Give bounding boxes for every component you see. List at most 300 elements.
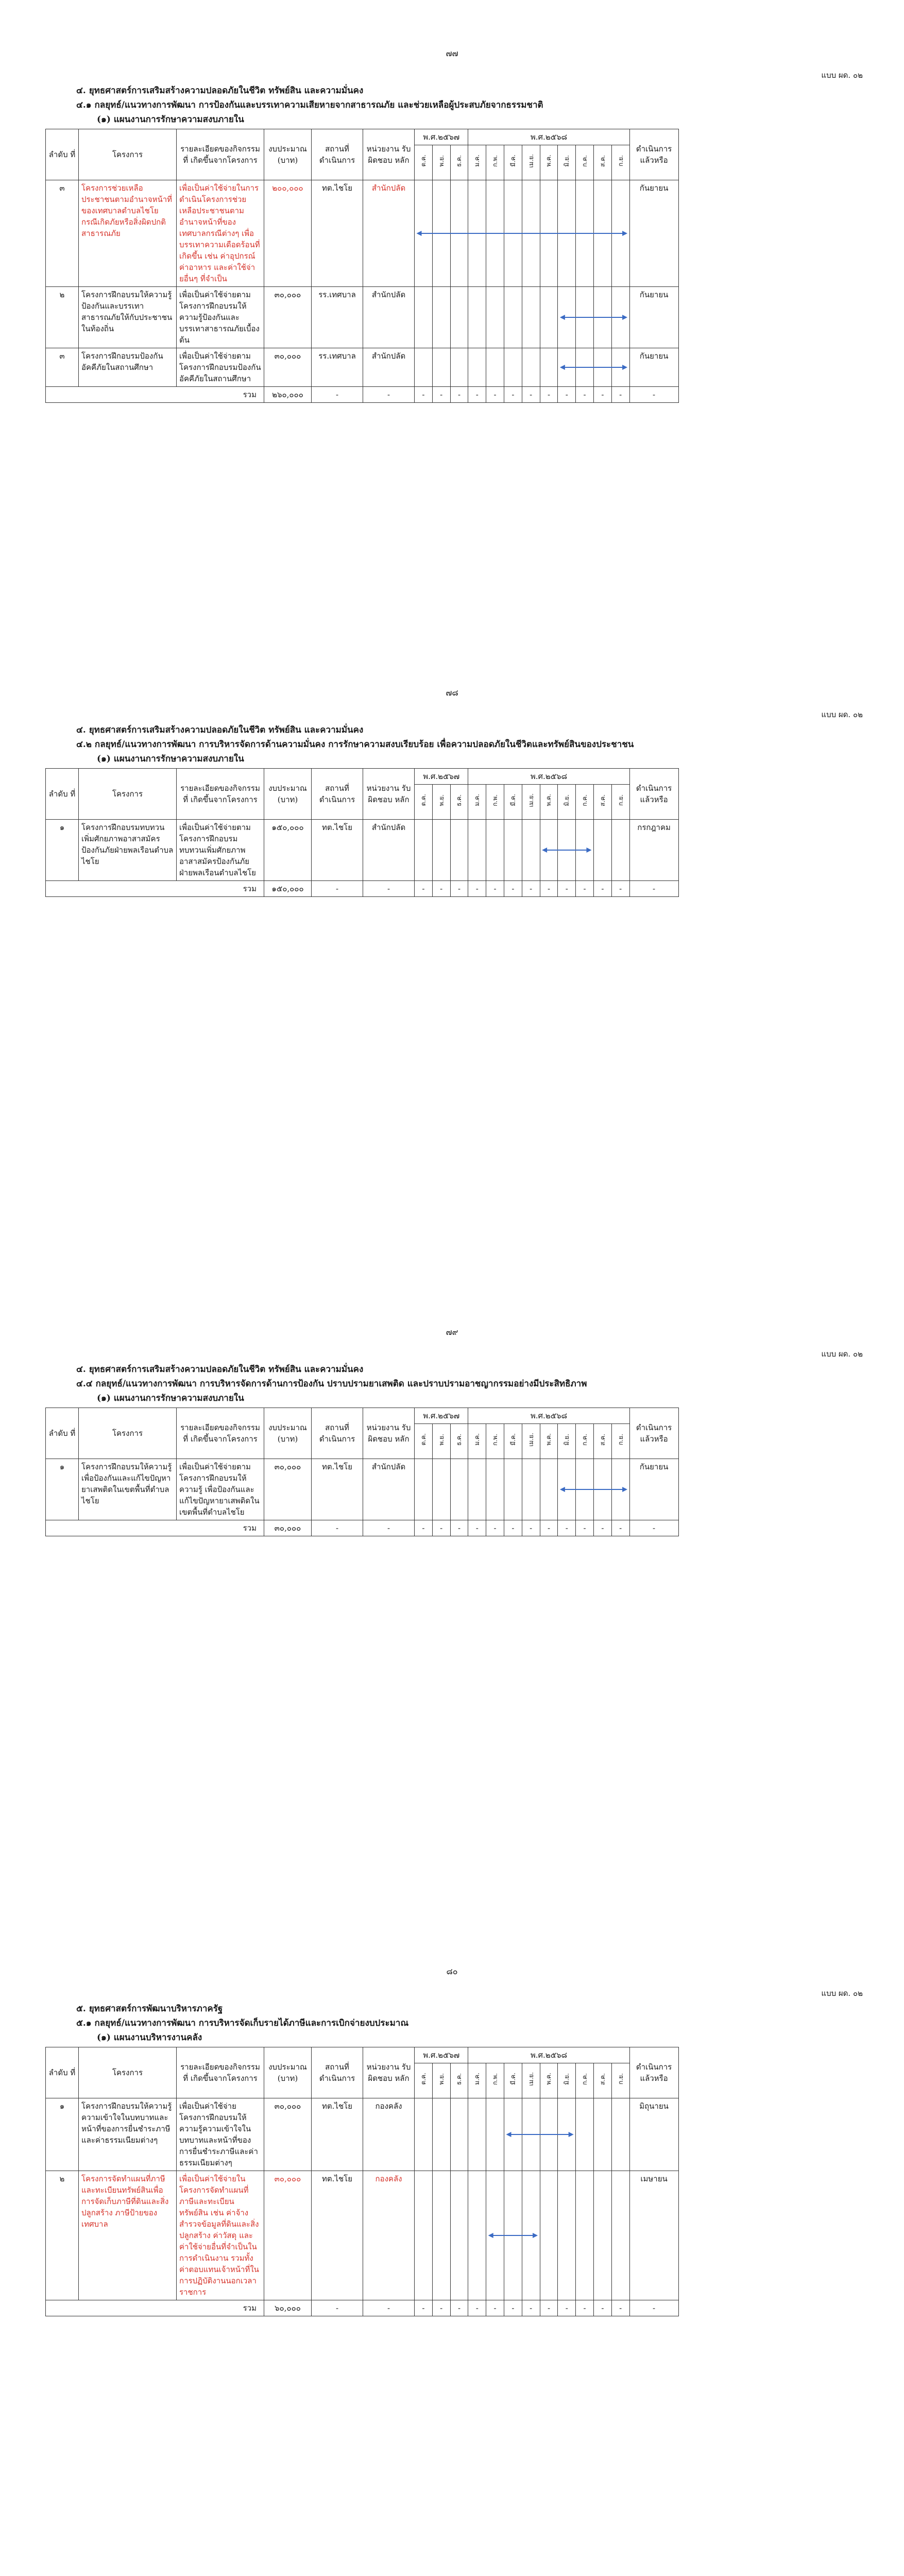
total-dash: -: [629, 881, 678, 897]
total-dash: -: [363, 2300, 415, 2316]
header-month: [611, 2063, 629, 2098]
month-cell: [468, 180, 486, 287]
total-dash: -: [558, 2300, 576, 2316]
header-budget: งบประมาณ (บาท): [264, 129, 312, 180]
row-seq: ๑: [46, 820, 79, 881]
month-label: ม.ค.: [473, 2073, 481, 2085]
month-cell: [432, 348, 450, 387]
row-details: เพื่อเป็นค่าใช้จ่ายตามโครงการฝึกอบรมป้องกันอัคคีภัยในสถานศึกษา: [177, 348, 264, 387]
header-month: [432, 145, 450, 180]
month-cell: [450, 180, 468, 287]
header-month: [415, 145, 433, 180]
section-headings: [76, 2002, 849, 2045]
month-cell: [432, 180, 450, 287]
table-row: [46, 180, 679, 287]
workplan-heading: (๑) แผนงานการรักษาความสงบภายใน: [97, 114, 244, 125]
header-month: [558, 785, 576, 820]
header-month: [522, 145, 540, 180]
form-code: แบบ ผด. ๐๒: [821, 1349, 863, 1359]
total-dash: -: [540, 1520, 558, 1536]
subplan-heading: ๔.๔ กลยุทธ์/แนวทางการพัฒนา การบริหารจัดการด้านการป้องกัน ปราบปรามยาเสพติด และปราบปรามอาชญากรรมอย่างมีประสิทธิภาพ: [76, 1379, 587, 1389]
page-number: ๗๗: [446, 48, 458, 58]
header-budget: งบประมาณ (บาท): [264, 769, 312, 820]
month-cell: [504, 2171, 522, 2300]
header-month: [540, 1424, 558, 1459]
row-seq: ๒: [46, 287, 79, 348]
header-month: [576, 145, 594, 180]
header-month: [468, 785, 486, 820]
total-dash: -: [504, 881, 522, 897]
month-cell: [522, 348, 540, 387]
row-status: กันยายน: [629, 1459, 678, 1520]
month-cell: [432, 820, 450, 881]
total-dash: -: [415, 1520, 433, 1536]
month-cell: [558, 820, 576, 881]
strategy-heading: ๔. ยุทธศาสตร์การเสริมสร้างความปลอดภัยในชีวิต ทรัพย์สิน และความมั่นคง: [76, 725, 364, 735]
page-number: ๘๐: [446, 1967, 458, 1976]
header-seq: ลำดับ ที่: [46, 129, 79, 180]
section-headings: [76, 83, 849, 127]
row-unit: สำนักปลัด: [363, 348, 415, 387]
total-dash: -: [593, 2300, 611, 2316]
header-month: [522, 1424, 540, 1459]
header-place: สถานที่ ดำเนินการ: [312, 1408, 363, 1459]
header-month: [432, 785, 450, 820]
month-cell: [468, 820, 486, 881]
month-cell: [450, 2098, 468, 2171]
month-cell: [558, 2171, 576, 2300]
table-row: [46, 287, 679, 348]
row-unit: สำนักปลัด: [363, 180, 415, 287]
plan-table: [45, 129, 679, 403]
section-headings: [76, 723, 849, 766]
total-row: [46, 2300, 679, 2316]
total-dash: -: [312, 387, 363, 403]
total-dash: -: [486, 2300, 504, 2316]
total-dash: -: [363, 881, 415, 897]
month-cell: [468, 2171, 486, 2300]
month-label: เม.ย.: [527, 793, 535, 807]
month-cell: [558, 348, 576, 387]
document-page: [0, 1279, 904, 1918]
header-details: รายละเอียดของกิจกรรมที่ เกิดขึ้นจากโครงการ: [177, 129, 264, 180]
header-year-1: พ.ศ.๒๕๖๗: [415, 1408, 468, 1424]
month-label: มิ.ย.: [563, 794, 571, 806]
header-month: [486, 145, 504, 180]
header-month: [540, 145, 558, 180]
table-row: [46, 1459, 679, 1520]
total-dash: -: [312, 881, 363, 897]
total-dash: -: [312, 2300, 363, 2316]
timeline-arrow: [0, 2557, 904, 2576]
month-label: ธ.ค.: [455, 2073, 463, 2085]
month-cell: [486, 180, 504, 287]
month-cell: [415, 180, 433, 287]
header-seq: ลำดับ ที่: [46, 1408, 79, 1459]
row-seq: ๓: [46, 348, 79, 387]
row-status: กันยายน: [629, 348, 678, 387]
total-dash: -: [432, 1520, 450, 1536]
total-dash: -: [593, 881, 611, 897]
row-place: ทต.ไชโย: [312, 1459, 363, 1520]
row-budget: ๑๕๐,๐๐๐: [264, 820, 312, 881]
month-label: พ.ค.: [545, 155, 553, 167]
row-seq: ๑: [46, 2098, 79, 2171]
header-unit: หน่วยงาน รับผิดชอบ หลัก: [363, 129, 415, 180]
header-month: [576, 1424, 594, 1459]
month-label: พ.ย.: [437, 155, 445, 167]
total-dash: -: [450, 881, 468, 897]
total-dash: -: [611, 881, 629, 897]
section-headings: [76, 1362, 849, 1405]
workplan-heading: (๑) แผนงานการรักษาความสงบภายใน: [97, 754, 244, 764]
row-place: รร.เทศบาล: [312, 287, 363, 348]
total-dash: -: [611, 1520, 629, 1536]
total-dash: -: [415, 881, 433, 897]
month-label: ต.ค.: [419, 155, 427, 167]
month-cell: [432, 287, 450, 348]
total-dash: -: [363, 1520, 415, 1536]
header-place: สถานที่ ดำเนินการ: [312, 769, 363, 820]
month-label: ก.พ.: [491, 794, 499, 806]
total-dash: -: [363, 387, 415, 403]
table-row: [46, 348, 679, 387]
row-budget: ๒๐๐,๐๐๐: [264, 180, 312, 287]
row-status: กันยายน: [629, 180, 678, 287]
form-code: แบบ ผด. ๐๒: [821, 71, 863, 80]
month-label: ต.ค.: [419, 794, 427, 806]
month-cell: [468, 348, 486, 387]
month-cell: [450, 348, 468, 387]
total-dash: -: [522, 2300, 540, 2316]
header-status: ดำเนินการ แล้วหรือ: [629, 769, 678, 820]
month-cell: [468, 2098, 486, 2171]
header-month: [486, 785, 504, 820]
total-dash: -: [522, 881, 540, 897]
row-project: โครงการฝึกอบรมให้ความรู้เพื่อป้องกันและแก้ไขปัญหายาเสพติดในเขตพื้นที่ตำบลไชโย: [79, 1459, 177, 1520]
total-label: รวม: [46, 2300, 264, 2316]
total-dash: -: [450, 387, 468, 403]
month-cell: [504, 348, 522, 387]
subplan-heading: ๔.๑ กลยุทธ์/แนวทางการพัฒนา การป้องกันและบรรเทาความเสียหายจากสาธารณภัย และช่วยเหลือผู้ประสบภัยจากธรรมชาติ: [76, 100, 543, 110]
form-code: แบบ ผด. ๐๒: [821, 1989, 863, 1998]
header-unit: หน่วยงาน รับผิดชอบ หลัก: [363, 2047, 415, 2098]
month-label: ก.ค.: [581, 2073, 589, 2085]
month-cell: [576, 2098, 594, 2171]
header-month: [522, 2063, 540, 2098]
month-label: มี.ค.: [509, 155, 517, 167]
header-project: โครงการ: [79, 129, 177, 180]
month-label: มิ.ย.: [563, 155, 571, 167]
total-dash: -: [611, 387, 629, 403]
header-month: [593, 145, 611, 180]
month-label: เม.ย.: [527, 154, 535, 168]
month-label: ต.ค.: [419, 1433, 427, 1446]
total-dash: -: [486, 881, 504, 897]
total-dash: -: [432, 387, 450, 403]
total-budget: ๒๖๐,๐๐๐: [264, 387, 312, 403]
document-page: [0, 2557, 904, 2576]
header-month: [450, 785, 468, 820]
total-budget: ๑๕๐,๐๐๐: [264, 881, 312, 897]
row-project: โครงการจัดทำแผนที่ภาษีและทะเบียนทรัพย์สินเพื่อการจัดเก็บภาษีที่ดินและสิ่งปลูกสร้าง ภาษีป้ายของเทศบาล: [79, 2171, 177, 2300]
header-month: [450, 145, 468, 180]
month-cell: [504, 1459, 522, 1520]
row-details: เพื่อเป็นค่าใช้จ่ายในโครงการจัดทำแผนที่ภาษีและทะเบียนทรัพย์สิน เช่น ค่าจ้างสำรวจข้อมูลที่ดินและสิ่งปลูกสร้าง ค่าวัสดุ และค่าใช้จ่ายอื่นที่จำเป็นในการดำเนินงาน รวมทั้งค่าตอบแทนเจ้าหน้าที่ในการปฏิบัติงานนอกเวลาราชการ: [177, 2171, 264, 2300]
month-cell: [540, 287, 558, 348]
row-place: ทต.ไชโย: [312, 2171, 363, 2300]
month-cell: [611, 820, 629, 881]
plan-table: [45, 768, 679, 897]
month-cell: [593, 2098, 611, 2171]
row-seq: ๓: [46, 180, 79, 287]
total-dash: -: [558, 1520, 576, 1536]
month-cell: [468, 1459, 486, 1520]
month-label: ก.ย.: [617, 2073, 624, 2084]
total-dash: -: [504, 1520, 522, 1536]
month-cell: [593, 1459, 611, 1520]
row-details: เพื่อเป็นค่าใช้จ่ายตามโครงการฝึกอบรมให้ความรู้ป้องกันและบรรเทาสาธารณภัยเบื้องต้น: [177, 287, 264, 348]
month-cell: [576, 287, 594, 348]
month-cell: [468, 287, 486, 348]
document-page: [0, 639, 904, 1279]
header-month: [450, 2063, 468, 2098]
month-label: ส.ค.: [599, 155, 606, 167]
month-label: ม.ค.: [473, 1433, 481, 1446]
header-month: [450, 1424, 468, 1459]
row-place: รร.เทศบาล: [312, 348, 363, 387]
row-status: เมษายน: [629, 2171, 678, 2300]
row-budget: ๓๐,๐๐๐: [264, 348, 312, 387]
total-dash: -: [611, 2300, 629, 2316]
month-label: ก.ย.: [617, 155, 624, 166]
total-dash: -: [450, 1520, 468, 1536]
total-dash: -: [540, 387, 558, 403]
row-unit: กองคลัง: [363, 2171, 415, 2300]
total-dash: -: [468, 2300, 486, 2316]
total-dash: -: [629, 2300, 678, 2316]
month-label: ก.ค.: [581, 155, 589, 167]
month-cell: [540, 820, 558, 881]
total-dash: -: [504, 387, 522, 403]
month-cell: [486, 2098, 504, 2171]
month-label: มิ.ย.: [563, 1433, 571, 1446]
month-cell: [450, 820, 468, 881]
month-label: ก.พ.: [491, 1433, 499, 1446]
month-cell: [415, 820, 433, 881]
table-row: [46, 820, 679, 881]
month-cell: [522, 2171, 540, 2300]
month-cell: [540, 180, 558, 287]
month-label: ก.ย.: [617, 794, 624, 806]
month-label: ก.ค.: [581, 794, 589, 806]
month-cell: [415, 2098, 433, 2171]
row-budget: ๓๐,๐๐๐: [264, 2171, 312, 2300]
header-month: [576, 2063, 594, 2098]
total-dash: -: [468, 1520, 486, 1536]
month-cell: [593, 287, 611, 348]
total-label: รวม: [46, 1520, 264, 1536]
row-details: เพื่อเป็นค่าใช้จ่ายตามโครงการฝึกอบรมให้ความรู้ เพื่อป้องกันและแก้ไขปัญหายาเสพติดในเขตพื้นที่ตำบลไชโย: [177, 1459, 264, 1520]
total-dash: -: [450, 2300, 468, 2316]
row-unit: สำนักปลัด: [363, 1459, 415, 1520]
row-place: ทต.ไชโย: [312, 2098, 363, 2171]
month-cell: [611, 287, 629, 348]
header-month: [486, 2063, 504, 2098]
month-cell: [415, 348, 433, 387]
header-month: [522, 785, 540, 820]
month-cell: [611, 1459, 629, 1520]
header-month: [504, 785, 522, 820]
total-dash: -: [432, 881, 450, 897]
month-cell: [593, 820, 611, 881]
row-seq: ๑: [46, 1459, 79, 1520]
table-row: [46, 2171, 679, 2300]
header-month: [504, 1424, 522, 1459]
total-dash: -: [468, 387, 486, 403]
total-dash: -: [522, 1520, 540, 1536]
month-cell: [504, 287, 522, 348]
row-unit: สำนักปลัด: [363, 287, 415, 348]
header-year-2: พ.ศ.๒๕๖๘: [468, 769, 629, 785]
header-budget: งบประมาณ (บาท): [264, 1408, 312, 1459]
row-project: โครงการช่วยเหลือประชาชนตามอำนาจหน้าที่ของเทศบาลตำบลไชโยกรณีเกิดภัยหรือสิ่งผิดปกติสาธารณภัย: [79, 180, 177, 287]
header-budget: งบประมาณ (บาท): [264, 2047, 312, 2098]
document-page: [0, 0, 904, 639]
header-month: [558, 145, 576, 180]
header-month: [593, 785, 611, 820]
row-status: มิถุนายน: [629, 2098, 678, 2171]
month-cell: [450, 2171, 468, 2300]
total-dash: -: [540, 2300, 558, 2316]
month-cell: [558, 287, 576, 348]
header-month: [468, 2063, 486, 2098]
total-dash: -: [629, 387, 678, 403]
total-row: [46, 881, 679, 897]
month-label: ก.ย.: [617, 1434, 624, 1445]
month-cell: [593, 2171, 611, 2300]
month-cell: [486, 287, 504, 348]
strategy-heading: ๕. ยุทธศาสตร์การพัฒนาบริหารภาครัฐ: [76, 2004, 223, 2014]
total-dash: -: [576, 2300, 594, 2316]
row-status: กรกฎาคม: [629, 820, 678, 881]
month-cell: [540, 2171, 558, 2300]
row-place: ทต.ไชโย: [312, 180, 363, 287]
month-cell: [486, 1459, 504, 1520]
month-cell: [522, 1459, 540, 1520]
month-cell: [504, 820, 522, 881]
header-year-1: พ.ศ.๒๕๖๗: [415, 769, 468, 785]
month-cell: [558, 2098, 576, 2171]
row-details: เพื่อเป็นค่าใช้จ่ายโครงการฝึกอบรมให้ความรู้ความเข้าใจในบทบาทและหน้าที่ของการยื่นชำระภาษีและค่าธรรมเนียมต่างๆ: [177, 2098, 264, 2171]
total-dash: -: [468, 881, 486, 897]
header-month: [540, 2063, 558, 2098]
month-cell: [540, 1459, 558, 1520]
total-dash: -: [415, 387, 433, 403]
month-cell: [522, 820, 540, 881]
row-project: โครงการฝึกอบรมป้องกันอัคคีภัยในสถานศึกษา: [79, 348, 177, 387]
header-project: โครงการ: [79, 769, 177, 820]
total-budget: ๖๐,๐๐๐: [264, 2300, 312, 2316]
header-month: [432, 2063, 450, 2098]
month-cell: [558, 1459, 576, 1520]
month-label: พ.ค.: [545, 1433, 553, 1446]
header-month: [593, 1424, 611, 1459]
row-budget: ๓๐,๐๐๐: [264, 1459, 312, 1520]
header-month: [504, 2063, 522, 2098]
row-project: โครงการฝึกอบรมให้ความรู้ป้องกันและบรรเทาสาธารณภัยให้กับประชาชนในท้องถิ่น: [79, 287, 177, 348]
row-budget: ๓๐,๐๐๐: [264, 287, 312, 348]
total-dash: -: [522, 387, 540, 403]
total-dash: -: [504, 2300, 522, 2316]
table-row: [46, 2098, 679, 2171]
month-label: ก.ค.: [581, 1433, 589, 1446]
month-cell: [486, 2171, 504, 2300]
header-details: รายละเอียดของกิจกรรมที่ เกิดขึ้นจากโครงการ: [177, 769, 264, 820]
month-cell: [432, 1459, 450, 1520]
total-dash: -: [558, 387, 576, 403]
total-dash: -: [312, 1520, 363, 1536]
header-year-1: พ.ศ.๒๕๖๗: [415, 2047, 468, 2063]
header-place: สถานที่ ดำเนินการ: [312, 2047, 363, 2098]
month-cell: [576, 1459, 594, 1520]
header-month: [611, 785, 629, 820]
month-cell: [522, 2098, 540, 2171]
header-place: สถานที่ ดำเนินการ: [312, 129, 363, 180]
header-month: [468, 1424, 486, 1459]
month-cell: [540, 2098, 558, 2171]
month-cell: [432, 2098, 450, 2171]
header-year-2: พ.ศ.๒๕๖๘: [468, 2047, 629, 2063]
workplan-heading: (๑) แผนงานการรักษาความสงบภายใน: [97, 1393, 244, 1403]
month-label: พ.ย.: [437, 794, 445, 806]
row-project: โครงการฝึกอบรมให้ความรู้ความเข้าใจในบทบาทและหน้าที่ของการยื่นชำระภาษีและค่าธรรมเนียมต่างๆ: [79, 2098, 177, 2171]
month-label: ส.ค.: [599, 1433, 606, 1446]
month-cell: [540, 348, 558, 387]
header-month: [504, 145, 522, 180]
total-label: รวม: [46, 387, 264, 403]
total-dash: -: [629, 1520, 678, 1536]
row-seq: ๒: [46, 2171, 79, 2300]
header-month: [558, 1424, 576, 1459]
total-dash: -: [415, 2300, 433, 2316]
month-cell: [576, 2171, 594, 2300]
month-label: ม.ค.: [473, 794, 481, 806]
month-label: ธ.ค.: [455, 794, 463, 806]
row-unit: กองคลัง: [363, 2098, 415, 2171]
row-project: โครงการฝึกอบรมทบทวนเพิ่มศักยภาพอาสาสมัครป้องกันภัยฝ่ายพลเรือนตำบลไชโย: [79, 820, 177, 881]
row-place: ทต.ไชโย: [312, 820, 363, 881]
month-cell: [486, 348, 504, 387]
month-label: พ.ค.: [545, 794, 553, 806]
month-cell: [576, 348, 594, 387]
month-label: ธ.ค.: [455, 155, 463, 167]
month-label: ส.ค.: [599, 794, 606, 806]
month-cell: [415, 1459, 433, 1520]
month-cell: [522, 180, 540, 287]
header-month: [540, 785, 558, 820]
month-cell: [486, 820, 504, 881]
plan-table: [45, 1408, 679, 1536]
header-month: [611, 1424, 629, 1459]
header-year-2: พ.ศ.๒๕๖๘: [468, 1408, 629, 1424]
header-seq: ลำดับ ที่: [46, 2047, 79, 2098]
row-unit: สำนักปลัด: [363, 820, 415, 881]
month-label: มี.ค.: [509, 1433, 517, 1446]
header-seq: ลำดับ ที่: [46, 769, 79, 820]
header-year-2: พ.ศ.๒๕๖๘: [468, 129, 629, 145]
header-details: รายละเอียดของกิจกรรมที่ เกิดขึ้นจากโครงการ: [177, 1408, 264, 1459]
